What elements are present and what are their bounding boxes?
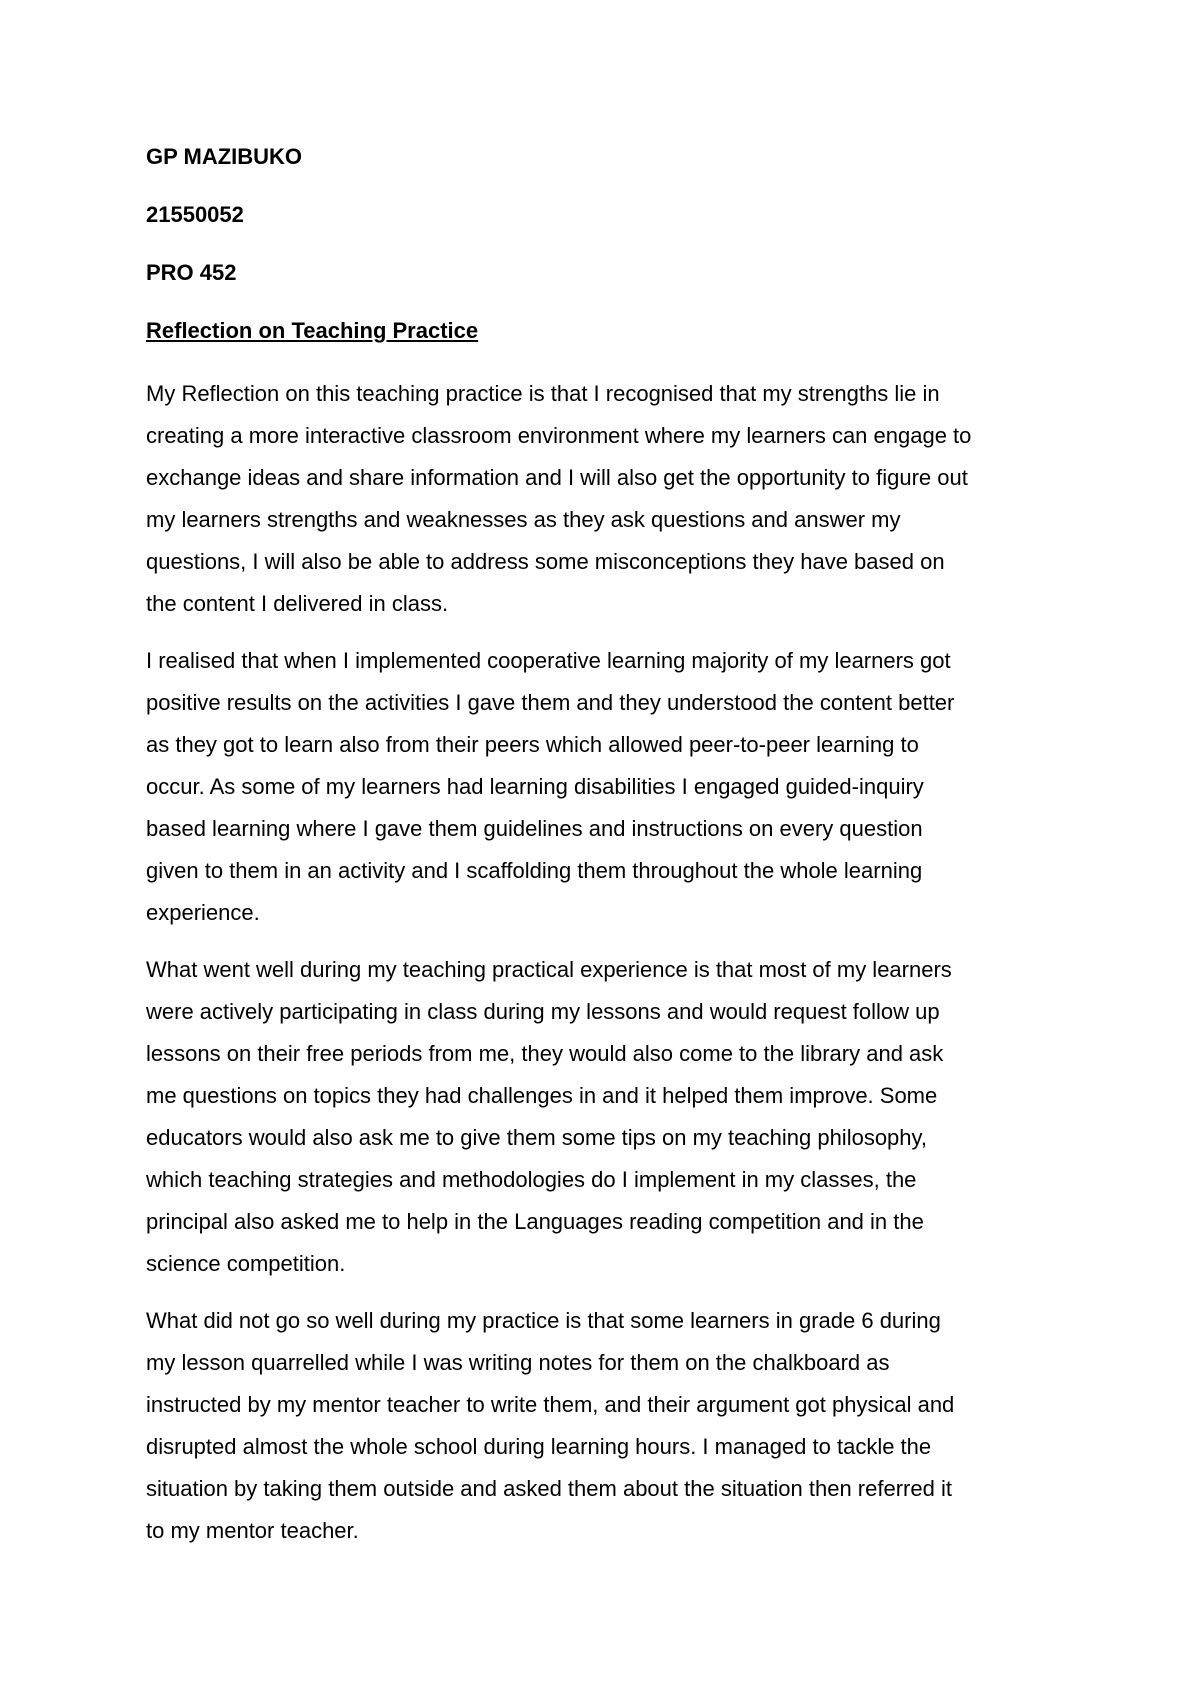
text-line: instructed by my mentor teacher to write them, and their argument got physical and bbox=[146, 1392, 955, 1417]
text-line: were actively participating in class during my lessons and would request follow up bbox=[146, 999, 940, 1024]
text-line: I realised that when I implemented cooperative learning majority of my learners got bbox=[146, 648, 951, 673]
paragraph-cooperative-learning bbox=[146, 640, 1076, 934]
paragraph-strengths bbox=[146, 373, 1076, 625]
text-line: principal also asked me to help in the Languages reading competition and in the bbox=[146, 1209, 924, 1234]
text-line: my lesson quarrelled while I was writing notes for them on the chalkboard as bbox=[146, 1350, 890, 1375]
paragraph-what-did-not-go-well bbox=[146, 1300, 1076, 1552]
text-line: What did not go so well during my practice is that some learners in grade 6 during bbox=[146, 1308, 941, 1333]
text-line: as they got to learn also from their peers which allowed peer-to-peer learning to bbox=[146, 732, 919, 757]
text-line: me questions on topics they had challenges in and it helped them improve. Some bbox=[146, 1083, 938, 1108]
text-line: the content I delivered in class. bbox=[146, 591, 449, 616]
text-line: creating a more interactive classroom environment where my learners can engage to bbox=[146, 423, 972, 448]
text-line: educators would also ask me to give them some tips on my teaching philosophy, bbox=[146, 1125, 927, 1150]
text-line: exchange ideas and share information and I will also get the opportunity to figure out bbox=[146, 465, 968, 490]
text-line: my learners strengths and weaknesses as they ask questions and answer my bbox=[146, 507, 901, 532]
document-title: Reflection on Teaching Practice bbox=[146, 318, 479, 343]
student-number: 21550052 bbox=[146, 202, 244, 227]
text-line: given to them in an activity and I scaffolding them throughout the whole learning bbox=[146, 858, 923, 883]
text-line: situation by taking them outside and asked them about the situation then referred it bbox=[146, 1476, 952, 1501]
text-line: positive results on the activities I gave them and they understood the content better bbox=[146, 690, 955, 715]
author-name: GP MAZIBUKO bbox=[146, 144, 303, 169]
text-line: questions, I will also be able to address some misconceptions they have based on bbox=[146, 549, 945, 574]
text-line: science competition. bbox=[146, 1251, 346, 1276]
text-line: based learning where I gave them guidelines and instructions on every question bbox=[146, 816, 923, 841]
text-line: experience. bbox=[146, 900, 260, 925]
module-code: PRO 452 bbox=[146, 260, 237, 285]
text-line: which teaching strategies and methodologies do I implement in my classes, the bbox=[146, 1167, 917, 1192]
paragraph-what-went-well bbox=[146, 949, 1076, 1285]
document-page bbox=[146, 143, 1076, 1567]
text-line: My Reflection on this teaching practice is that I recognised that my strengths lie in bbox=[146, 381, 940, 406]
text-line: lessons on their free periods from me, they would also come to the library and ask bbox=[146, 1041, 944, 1066]
text-line: What went well during my teaching practical experience is that most of my learners bbox=[146, 957, 952, 982]
text-line: to my mentor teacher. bbox=[146, 1518, 359, 1543]
text-line: occur. As some of my learners had learning disabilities I engaged guided-inquiry bbox=[146, 774, 924, 799]
text-line: disrupted almost the whole school during learning hours. I managed to tackle the bbox=[146, 1434, 932, 1459]
